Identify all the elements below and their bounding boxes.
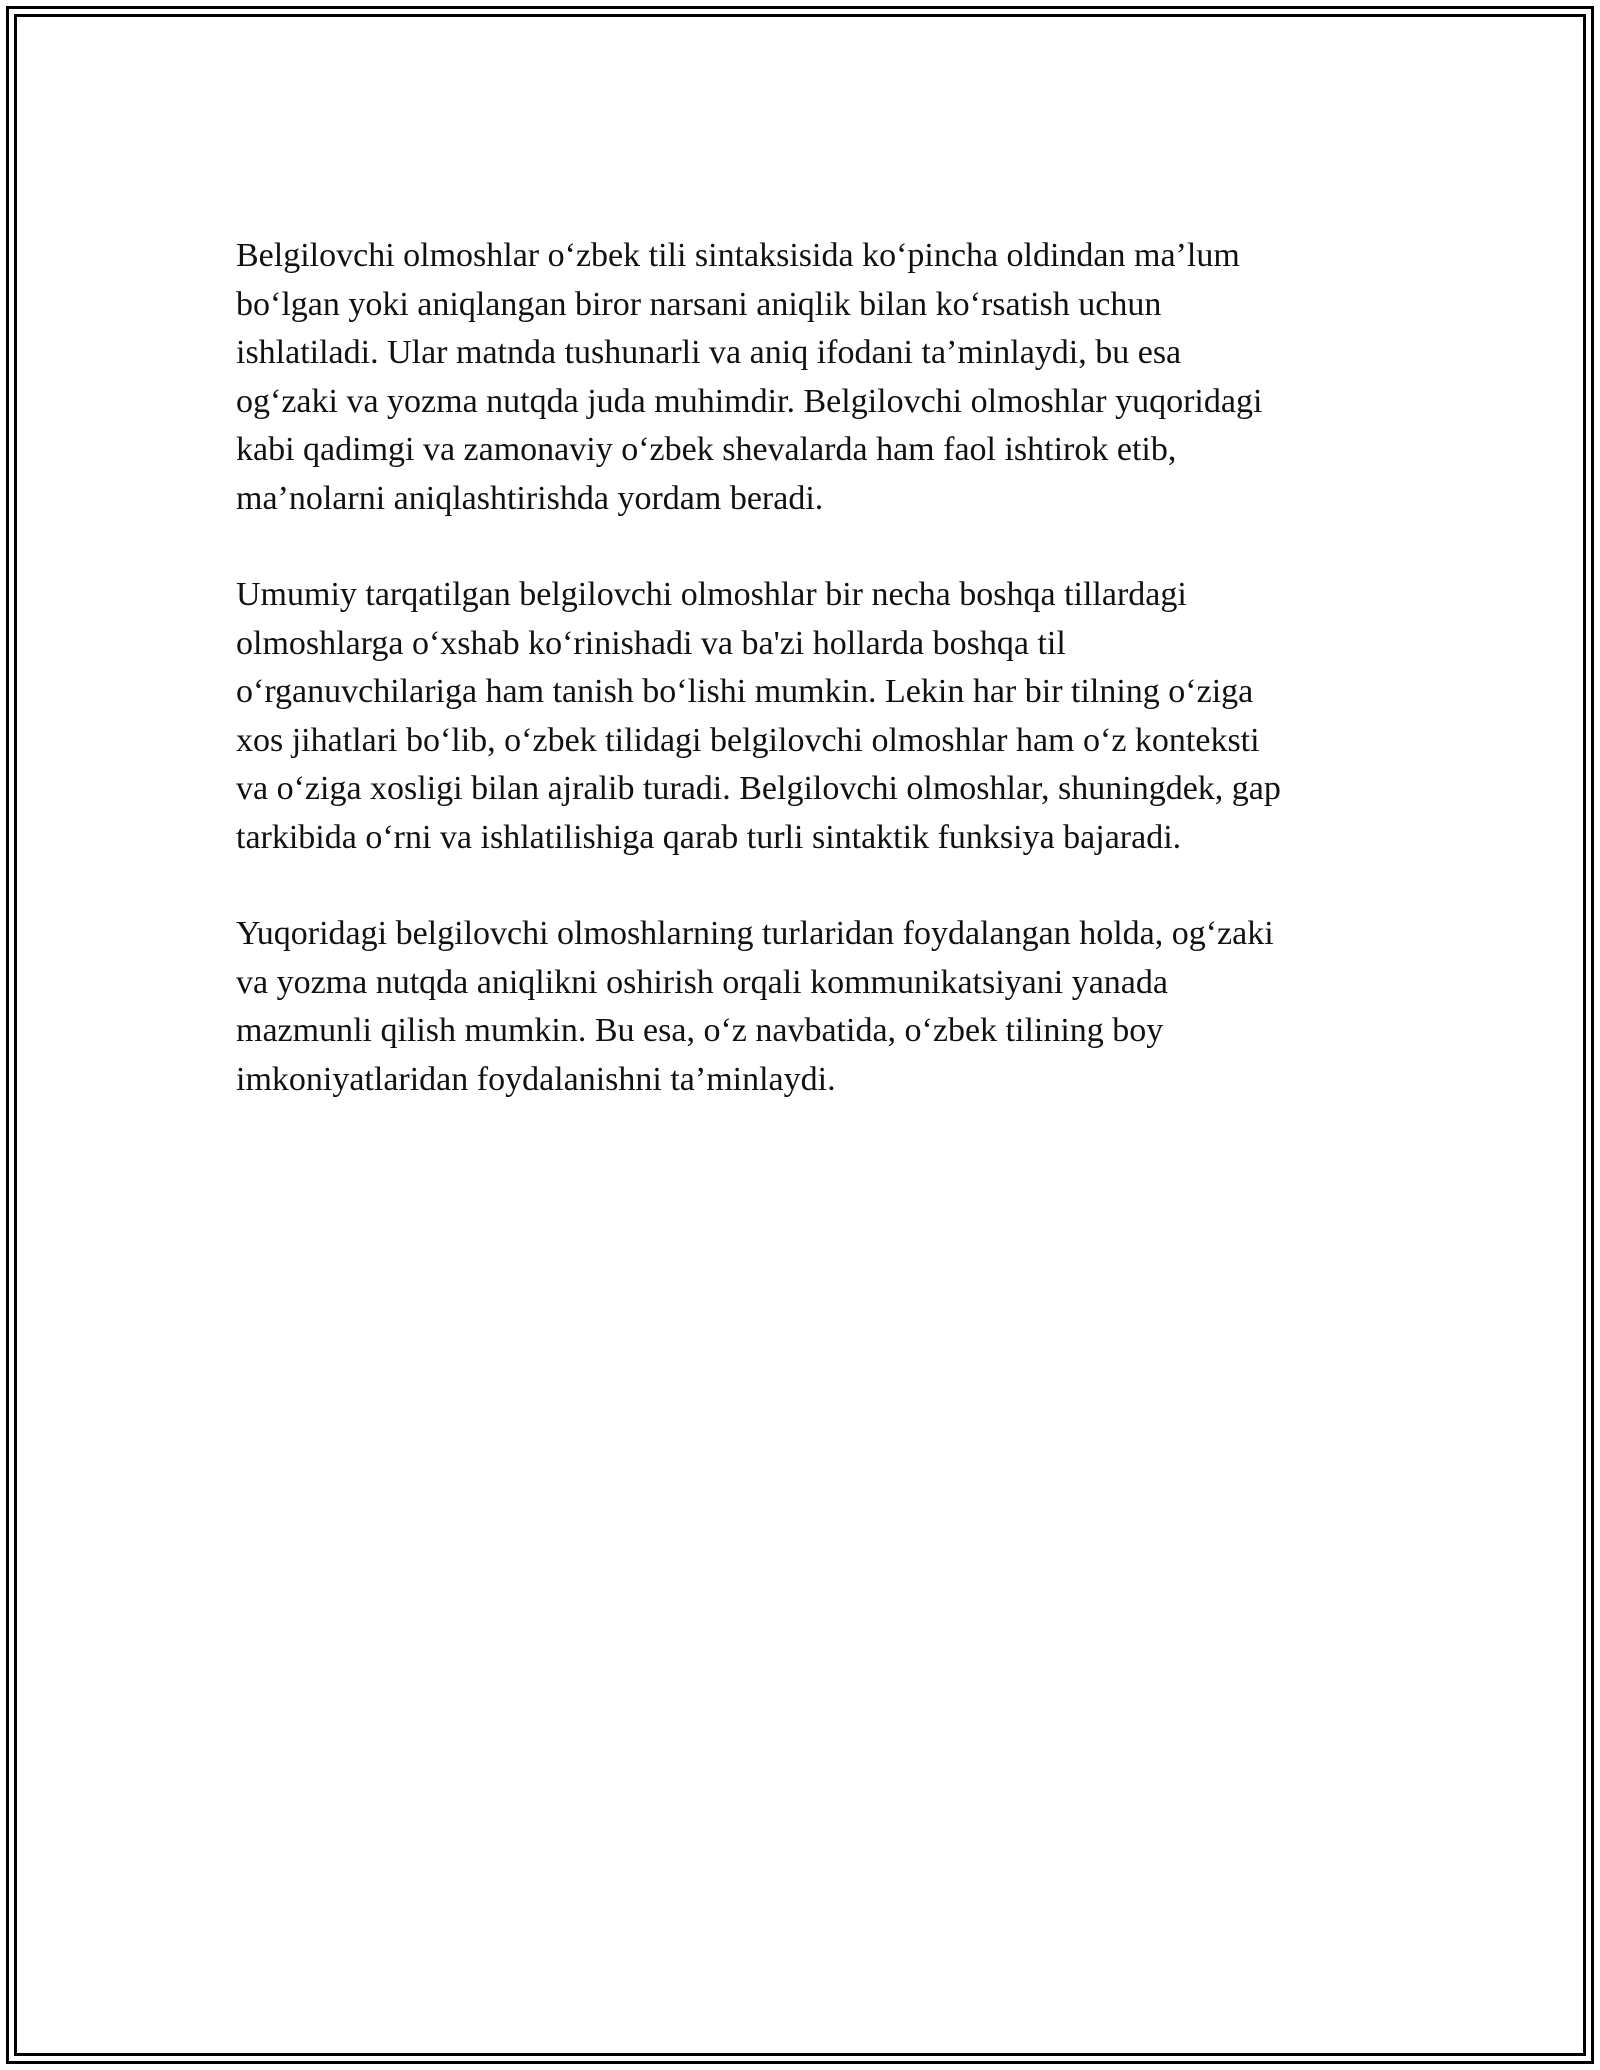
paragraph-line: olmoshlarga o‘xshab ko‘rinishadi va ba'zi hollarda boshqa til (236, 624, 1066, 662)
paragraph-1 (236, 232, 1386, 523)
paragraph-line: Yuqoridagi belgilovchi olmoshlarning turlaridan foydalangan holda, og‘zaki (236, 915, 1274, 952)
paragraph-line: xos jihatlari bo‘lib, o‘zbek tilidagi belgilovchi olmoshlar ham o‘z konteksti (236, 721, 1260, 759)
paragraph-3 (236, 910, 1386, 1104)
paragraph-line: mazmunli qilish mumkin. Bu esa, o‘z navbatida, o‘zbek tilining boy (236, 1012, 1164, 1049)
paragraph-line: Umumiy tarqatilgan belgilovchi olmoshlar bir necha boshqa tillardagi (236, 576, 1187, 613)
paragraph-line: ishlatiladi. Ular matnda tushunarli va aniq ifodani ta’minlaydi, bu esa (236, 334, 1182, 371)
paragraph-line: tarkibida o‘rni va ishlatilishiga qarab turli sintaktik funksiya bajaradi. (236, 818, 1182, 856)
paragraph-line: va yozma nutqda aniqlikni oshirish orqali kommunikatsiyani yanada (236, 963, 1168, 1001)
paragraph-2 (236, 571, 1386, 862)
paragraph-line: ma’nolarni aniqlashtirishda yordam beradi. (236, 479, 824, 517)
paragraph-line: o‘rganuvchilariga ham tanish bo‘lishi mumkin. Lekin har bir tilning o‘ziga (236, 673, 1254, 710)
paragraph-line: bo‘lgan yoki aniqlangan biror narsani aniqlik bilan ko‘rsatish uchun (236, 285, 1162, 323)
paragraph-line: kabi qadimgi va zamonaviy o‘zbek shevalarda ham faol ishtirok etib, (236, 431, 1177, 468)
paragraph-line: va o‘ziga xosligi bilan ajralib turadi. Belgilovchi olmoshlar, shuningdek, gap (236, 770, 1281, 807)
paragraph-line: imkoniyatlaridan foydalanishni ta’minlaydi. (236, 1060, 836, 1098)
document-body (236, 232, 1386, 1152)
paragraph-line: og‘zaki va yozma nutqda juda muhimdir. Belgilovchi olmoshlar yuqoridagi (236, 382, 1263, 420)
paragraph-line: Belgilovchi olmoshlar o‘zbek tili sintaksisida ko‘pincha oldindan ma’lum (236, 237, 1240, 274)
